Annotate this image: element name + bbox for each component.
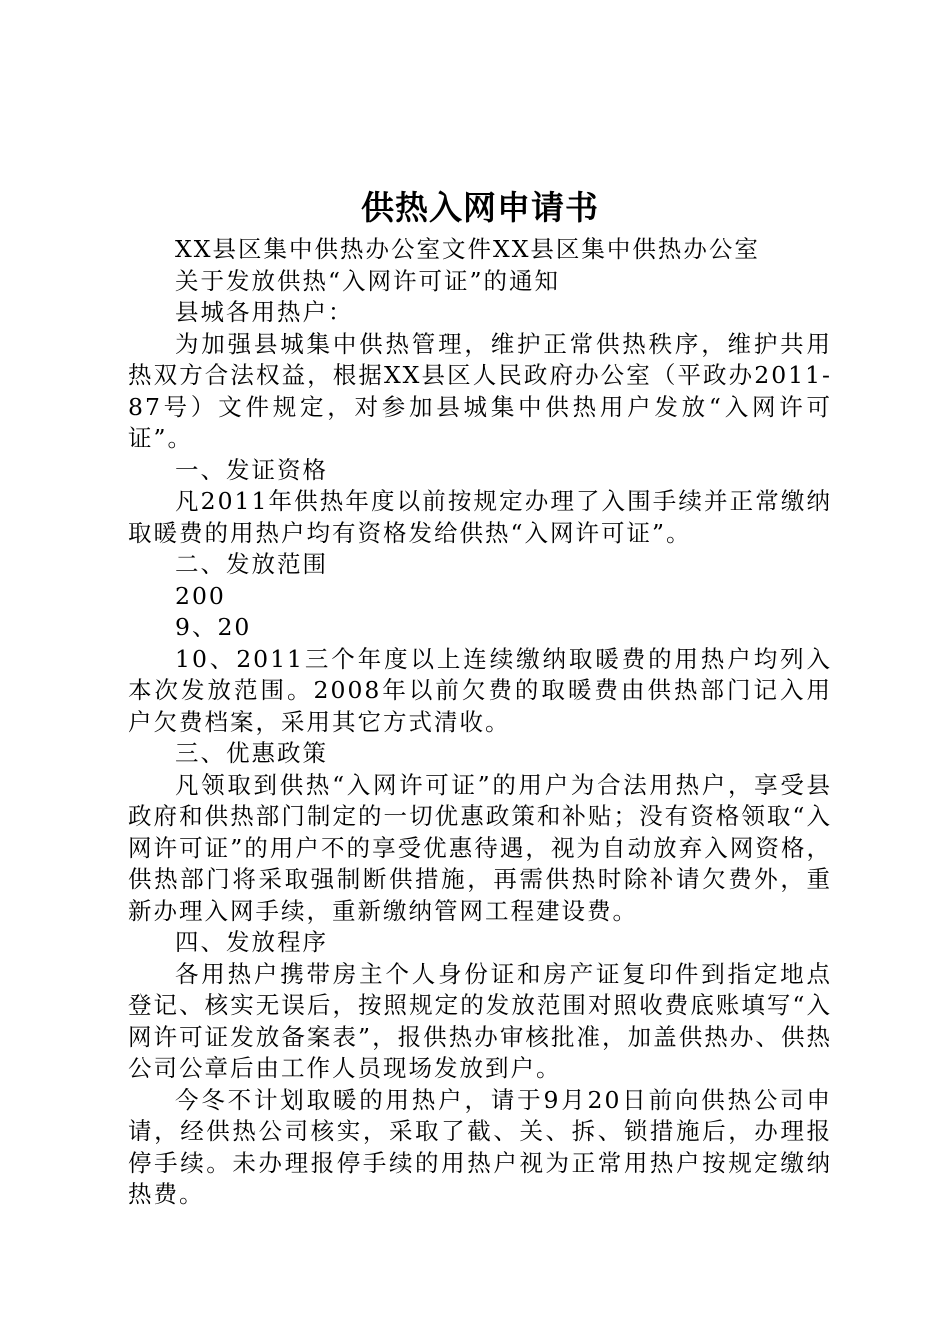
document-body (128, 234, 832, 1211)
salutation: 县城各用热户： (175, 298, 354, 326)
paragraph: 凡2011年供热年度以前按规定办理了入围手续并正常缴纳取暖费的用热户均有资格发给供热“入网许可证”。 (128, 487, 832, 547)
section-heading: 二、发放范围 (175, 550, 328, 578)
document-header-line: XX县区集中供热办公室文件XX县区集中供热办公室 (175, 235, 760, 263)
paragraph: 200 (175, 581, 226, 610)
document-title: 供热入网申请书 (361, 188, 599, 227)
section-heading: 四、发放程序 (175, 928, 328, 956)
paragraph: 各用热户携带房主个人身份证和房产证复印件到指定地点登记、核实无误后，按照规定的发放范围对照收费底账填写“入网许可证发放备案表”，报供热办审核批准，加盖供热办、供热公司公章后由工作人员现场发放到户。 (128, 959, 832, 1082)
section-heading: 一、发证资格 (175, 455, 328, 484)
notice-title: 关于发放供热“入网许可证”的通知 (175, 266, 561, 295)
paragraph: 为加强县城集中供热管理，维护正常供热秩序，维护共用热双方合法权益，根据XX县区人民政府办公室（平政办2011-87号）文件规定，对参加县城集中供热用户发放“入网许可证”。 (128, 329, 832, 452)
paragraph: 今冬不计划取暖的用热户，请于9月20日前向供热公司申请，经供热公司核实，采取了截、关、拆、锁措施后，办理报停手续。未办理报停手续的用热户视为正常用热户按规定缴纳热费。 (128, 1085, 832, 1208)
paragraph: 凡领取到供热“入网许可证”的用户为合法用热户，享受县政府和供热部门制定的一切优惠政策和补贴；没有资格领取“入网许可证”的用户不的享受优惠待遇，视为自动放弃入网资格，供热部门将采取强制断供措施，再需供热时除补请欠费外，重新办理入网手续，重新缴纳管网工程建设费。 (128, 770, 832, 925)
paragraph: 9、20 (175, 613, 252, 641)
section-heading: 三、优惠政策 (175, 739, 328, 767)
paragraph: 10、2011三个年度以上连续缴纳取暖费的用热户均列入本次发放范围。2008年以前欠费的取暖费由供热部门记入用户欠费档案，采用其它方式清收。 (128, 644, 832, 736)
